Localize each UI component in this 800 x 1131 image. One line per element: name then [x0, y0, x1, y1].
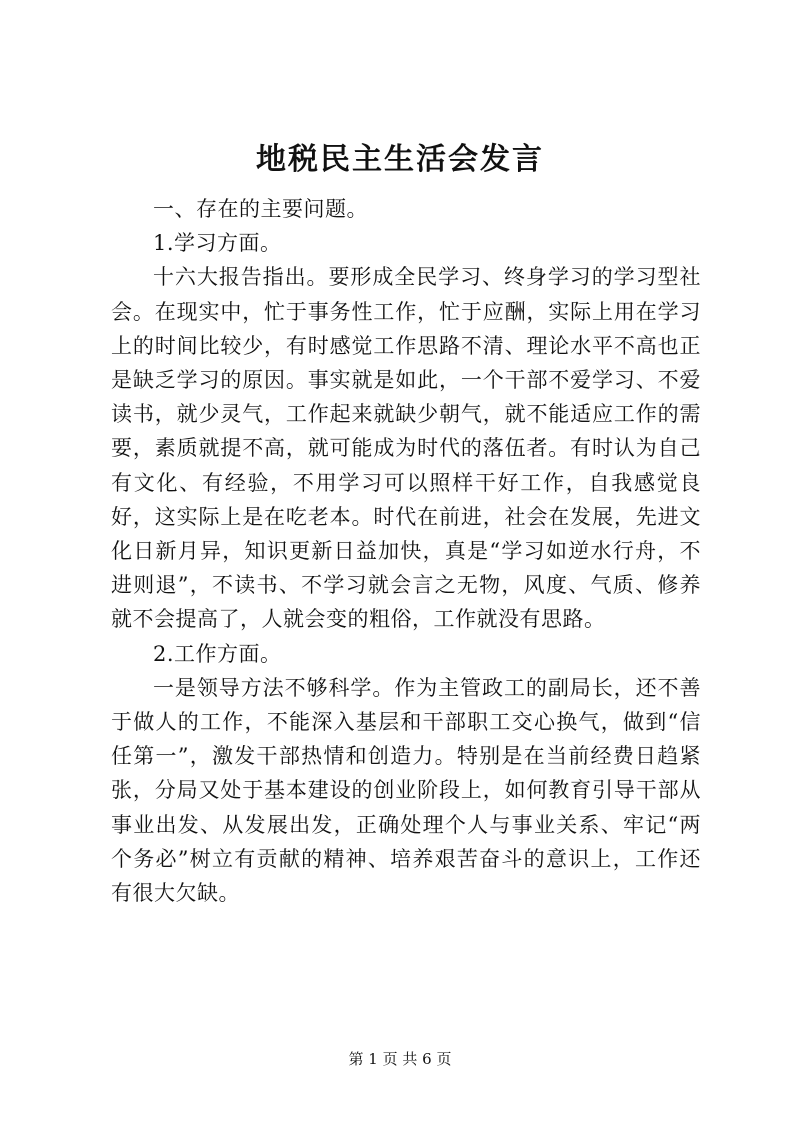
page-footer: 第 1 页 共 6 页: [348, 1050, 452, 1068]
subsection-heading-work: 2.工作方面。: [153, 641, 282, 666]
paragraph-work: 一是领导方法不够科学。作为主管政工的副局长，还不善于做人的工作，不能深入基层和干部职工交心换气，做到“信任第一”，激发干部热情和创造力。特别是在当前经费日趋紧张，分局又处于基本建设的创业阶段上，如何教育引导干部从事业出发、从发展出发，正确处理个人与事业关系、牢记“两个务必”树立有贡献的精神、培养艰苦奋斗的意识上，工作还有很大欠缺。: [111, 675, 701, 906]
document-title: 地税民主生活会发言: [256, 142, 544, 177]
section-heading: 一、存在的主要问题。: [153, 197, 368, 221]
paragraph-study: 十六大报告指出。要形成全民学习、终身学习的学习型社会。在现实中，忙于事务性工作，忙于应酬，实际上用在学习上的时间比较少，有时感觉工作思路不清、理论水平不高也正是缺乏学习的原因。事实就是如此，一个干部不爱学习、不爱读书，就少灵气，工作起来就缺少朝气，就不能适应工作的需要，素质就提不高，就可能成为时代的落伍者。有时认为自己有文化、有经验，不用学习可以照样干好工作，自我感觉良好，这实际上是在吃老本。时代在前进，社会在发展，先进文化日新月异，知识更新日益加快，真是“学习如逆水行舟，不进则退”，不读书、不学习就会言之无物，风度、气质、修养就不会提高了，人就会变的粗俗，工作就没有思路。: [111, 265, 701, 632]
subsection-heading-study: 1.学习方面。: [153, 231, 282, 256]
document-body: [111, 192, 701, 910]
